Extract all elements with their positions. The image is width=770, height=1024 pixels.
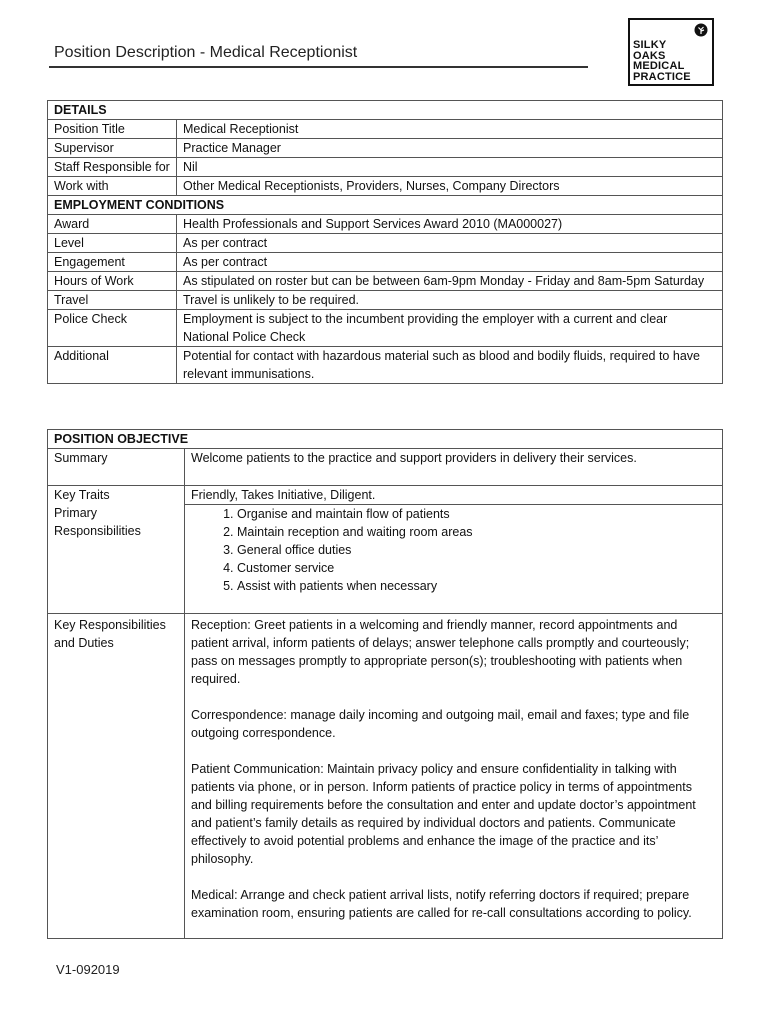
table-row xyxy=(48,449,723,486)
details-table xyxy=(47,100,723,384)
details-heading: DETAILS xyxy=(48,101,723,120)
row-label: Engagement xyxy=(48,253,177,272)
title-rule xyxy=(49,66,588,68)
row-label: Hours of Work xyxy=(48,272,177,291)
employment-heading: EMPLOYMENT CONDITIONS xyxy=(48,196,723,215)
row-value: Medical Receptionist xyxy=(177,120,723,139)
table-row xyxy=(48,101,723,120)
summary-value: Welcome patients to the practice and support providers in delivery their services. xyxy=(185,449,723,486)
row-value: Other Medical Receptionists, Providers, Nurses, Company Directors xyxy=(177,177,723,196)
table-row xyxy=(48,177,723,196)
table-row xyxy=(48,430,723,449)
row-label: Award xyxy=(48,215,177,234)
duty-paragraph: Correspondence: manage daily incoming and outgoing mail, email and faxes; type and file outgoing correspondence. xyxy=(191,708,690,740)
objective-heading: POSITION OBJECTIVE xyxy=(48,430,723,449)
table-row xyxy=(48,196,723,215)
row-value: Travel is unlikely to be required. xyxy=(177,291,723,310)
row-label: Additional xyxy=(48,347,177,384)
table-row xyxy=(48,158,723,177)
row-label: Position Title xyxy=(48,120,177,139)
primary-list xyxy=(191,505,716,595)
row-value: As per contract xyxy=(177,253,723,272)
row-label: Level xyxy=(48,234,177,253)
version-footer: V1-092019 xyxy=(56,962,120,977)
table-row xyxy=(48,272,723,291)
table-row xyxy=(48,310,723,347)
row-value: Nil xyxy=(177,158,723,177)
row-label: Police Check xyxy=(48,310,177,347)
logo-line: OAKS xyxy=(633,49,666,62)
list-item: 5. Assist with patients when necessary xyxy=(237,577,716,595)
table-row xyxy=(48,253,723,272)
row-value: Practice Manager xyxy=(177,139,723,158)
duty-paragraph: Medical: Arrange and check patient arrival lists, notify referring doctors if required; prepare examination room, ensuring patients are called for re-call consultations according to policy. xyxy=(191,888,692,920)
traits-primary-labels xyxy=(48,486,185,614)
row-value: Potential for contact with hazardous material such as blood and bodily fluids, required to have relevant immunisations. xyxy=(177,347,723,384)
tree-icon xyxy=(694,23,708,37)
duty-paragraph: Patient Communication: Maintain privacy policy and ensure confidentiality in talking with patients via phone, or in person. Inform patients of practice policy in terms of appointments and billing requirements before the consultation and enter and update doctor’s appointment and patient’s family details as required by individual doctors and patients. Communicate effectively to avoid potential problems and enhance the image of the practice and its’ philosophy. xyxy=(191,762,696,866)
duties-cell xyxy=(185,614,723,939)
list-item: 1. Organise and maintain flow of patients xyxy=(237,505,716,523)
primary-list-cell xyxy=(185,505,723,614)
duty-paragraph: Reception: Greet patients in a welcoming and friendly manner, record appointments and patient arrival, inform patients of delays; answer telephone calls promptly and courteously; pass on messages promptly to appropriate person(s); troubleshooting with patients when required. xyxy=(191,618,690,686)
table-row xyxy=(48,215,723,234)
row-label: Work with xyxy=(48,177,177,196)
row-value: Health Professionals and Support Services Award 2010 (MA000027) xyxy=(177,215,723,234)
row-value: As per contract xyxy=(177,234,723,253)
logo-line: MEDICAL xyxy=(633,60,685,72)
logo-line: SILKY xyxy=(633,39,667,51)
row-label: Travel xyxy=(48,291,177,310)
logo-text xyxy=(633,40,691,82)
list-item: 2. Maintain reception and waiting room areas xyxy=(237,523,716,541)
practice-logo xyxy=(628,18,714,86)
table-row xyxy=(48,486,723,505)
primary-label: Primary Responsibilities xyxy=(54,506,141,538)
logo-line: PRACTICE xyxy=(633,70,691,83)
traits-label: Key Traits xyxy=(54,488,110,502)
list-item: 3. General office duties xyxy=(237,541,716,559)
objective-table xyxy=(47,429,723,939)
table-row xyxy=(48,120,723,139)
summary-label: Summary xyxy=(48,449,185,486)
table-row xyxy=(48,139,723,158)
table-row xyxy=(48,347,723,384)
traits-value: Friendly, Takes Initiative, Diligent. xyxy=(185,486,723,505)
row-label: Staff Responsible for xyxy=(48,158,177,177)
row-value: Employment is subject to the incumbent providing the employer with a current and clear National Police Check xyxy=(177,310,723,347)
table-row xyxy=(48,614,723,939)
document-title: Position Description - Medical Receptionist xyxy=(54,44,358,61)
duties-label: Key Responsibilities and Duties xyxy=(48,614,185,939)
table-row xyxy=(48,234,723,253)
row-value: As stipulated on roster but can be between 6am-9pm Monday - Friday and 8am-5pm Saturday xyxy=(177,272,723,291)
row-label: Supervisor xyxy=(48,139,177,158)
table-row xyxy=(48,291,723,310)
list-item: 4. Customer service xyxy=(237,559,716,577)
